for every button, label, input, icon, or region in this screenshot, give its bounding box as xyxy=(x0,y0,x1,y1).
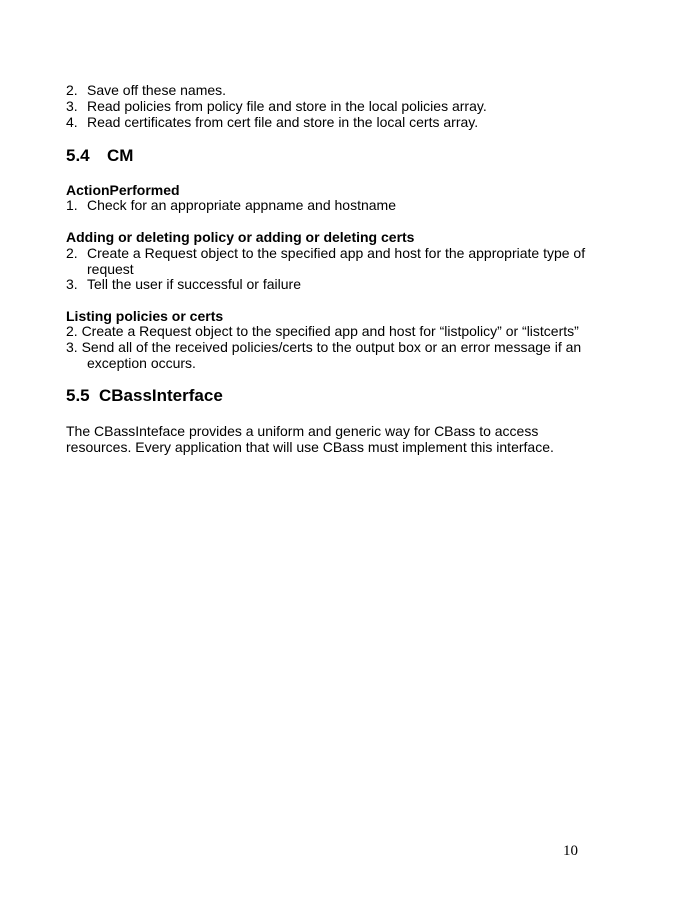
list-item: 3. Send all of the received policies/certs to the output box or an error message if an xyxy=(66,339,582,355)
section-heading-5-4 xyxy=(66,148,133,164)
subheading-action-performed: ActionPerformed xyxy=(66,182,180,198)
list-number: 4. xyxy=(66,114,78,130)
list-item xyxy=(66,197,396,213)
list-number: 2. xyxy=(66,82,78,98)
paragraph-line: The CBassInteface provides a uniform and generic way for CBass to access xyxy=(66,423,539,439)
list-continuation: request xyxy=(87,261,134,277)
list-text: Read policies from policy file and store in the local policies array. xyxy=(87,98,487,114)
subheading-adding-deleting: Adding or deleting policy or adding or deleting certs xyxy=(66,229,415,245)
list-item xyxy=(66,276,301,292)
list-text: Read certificates from cert file and store in the local certs array. xyxy=(87,114,479,130)
list-text: Create a Request object to the specified app and host for the appropriate type of xyxy=(87,245,586,261)
list-text: Save off these names. xyxy=(87,82,227,98)
section-title: CBassInterface xyxy=(99,386,223,405)
subheading-listing: Listing policies or certs xyxy=(66,308,224,324)
page-number: 10 xyxy=(563,843,578,859)
list-item xyxy=(66,245,585,261)
section-title: CM xyxy=(107,146,134,165)
list-number: 2. xyxy=(66,245,78,261)
list-number: 3. xyxy=(66,98,78,114)
list-text: Check for an appropriate appname and hostname xyxy=(87,197,396,213)
section-number: 5.4 xyxy=(66,146,90,165)
list-item xyxy=(66,82,226,98)
list-item: 2. Create a Request object to the specified app and host for “listpolicy” or “listcerts” xyxy=(66,323,579,339)
section-heading-5-5 xyxy=(66,388,223,404)
list-text: Tell the user if successful or failure xyxy=(87,276,301,292)
list-item xyxy=(66,114,478,130)
list-item xyxy=(66,98,487,114)
list-number: 1. xyxy=(66,197,78,213)
paragraph-line: resources. Every application that will use CBass must implement this interface. xyxy=(66,439,554,455)
list-continuation: exception occurs. xyxy=(87,355,196,371)
list-number: 3. xyxy=(66,276,78,292)
section-number: 5.5 xyxy=(66,386,90,405)
